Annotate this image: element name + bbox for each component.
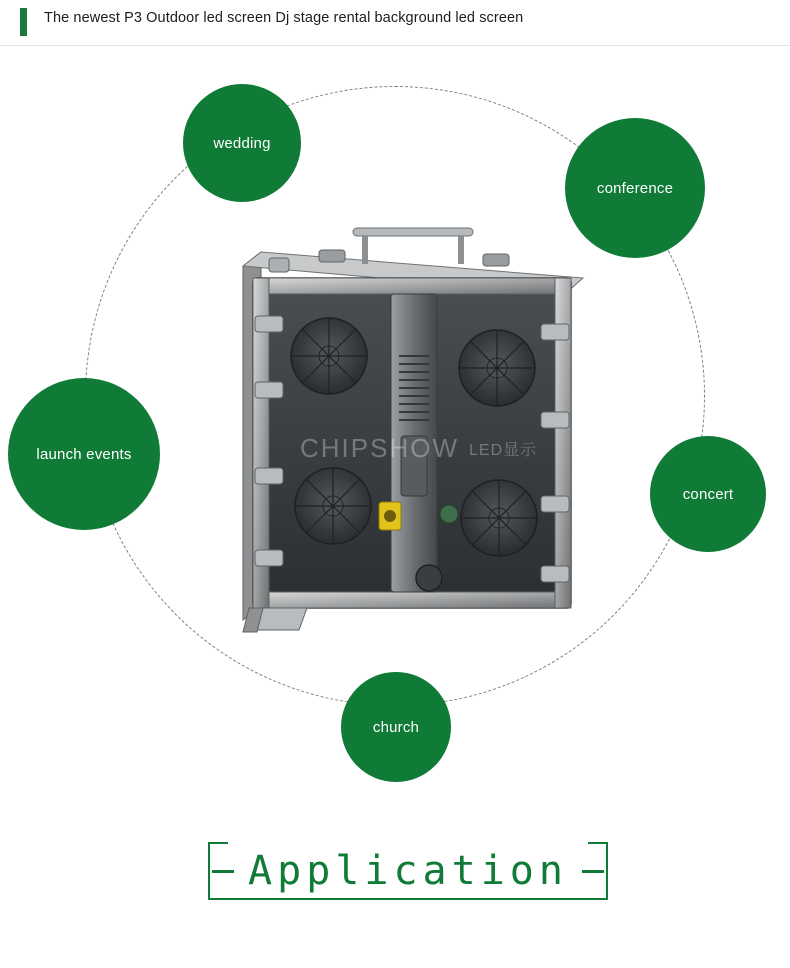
bubble-wedding-label: wedding: [213, 134, 271, 152]
left-dash-icon: [212, 870, 234, 873]
page-header: [0, 0, 790, 46]
watermark-brand: CHIPSHOW: [300, 432, 459, 463]
application-label-text: Application: [248, 848, 568, 894]
bubble-conference-label: conference: [596, 179, 674, 197]
application-label: [208, 840, 608, 902]
bubble-launch-events[interactable]: [8, 378, 160, 530]
bubble-wedding[interactable]: [183, 84, 301, 202]
application-diagram: [0, 46, 790, 836]
bubble-concert-label: concert: [682, 485, 734, 503]
bubble-church-label: church: [372, 718, 420, 736]
bubble-launch-events-label: launch events: [36, 445, 132, 463]
bubble-church[interactable]: [341, 672, 451, 782]
bubble-concert[interactable]: [650, 436, 766, 552]
header-accent-bar: [20, 8, 27, 36]
bubble-conference[interactable]: [565, 118, 705, 258]
led-cabinet-image: [233, 206, 593, 636]
right-dash-icon: [582, 870, 604, 873]
watermark-subtext: LED显示: [469, 441, 538, 459]
page-title: The newest P3 Outdoor led screen Dj stage rental background led screen: [44, 10, 524, 26]
application-footer: [0, 836, 790, 968]
